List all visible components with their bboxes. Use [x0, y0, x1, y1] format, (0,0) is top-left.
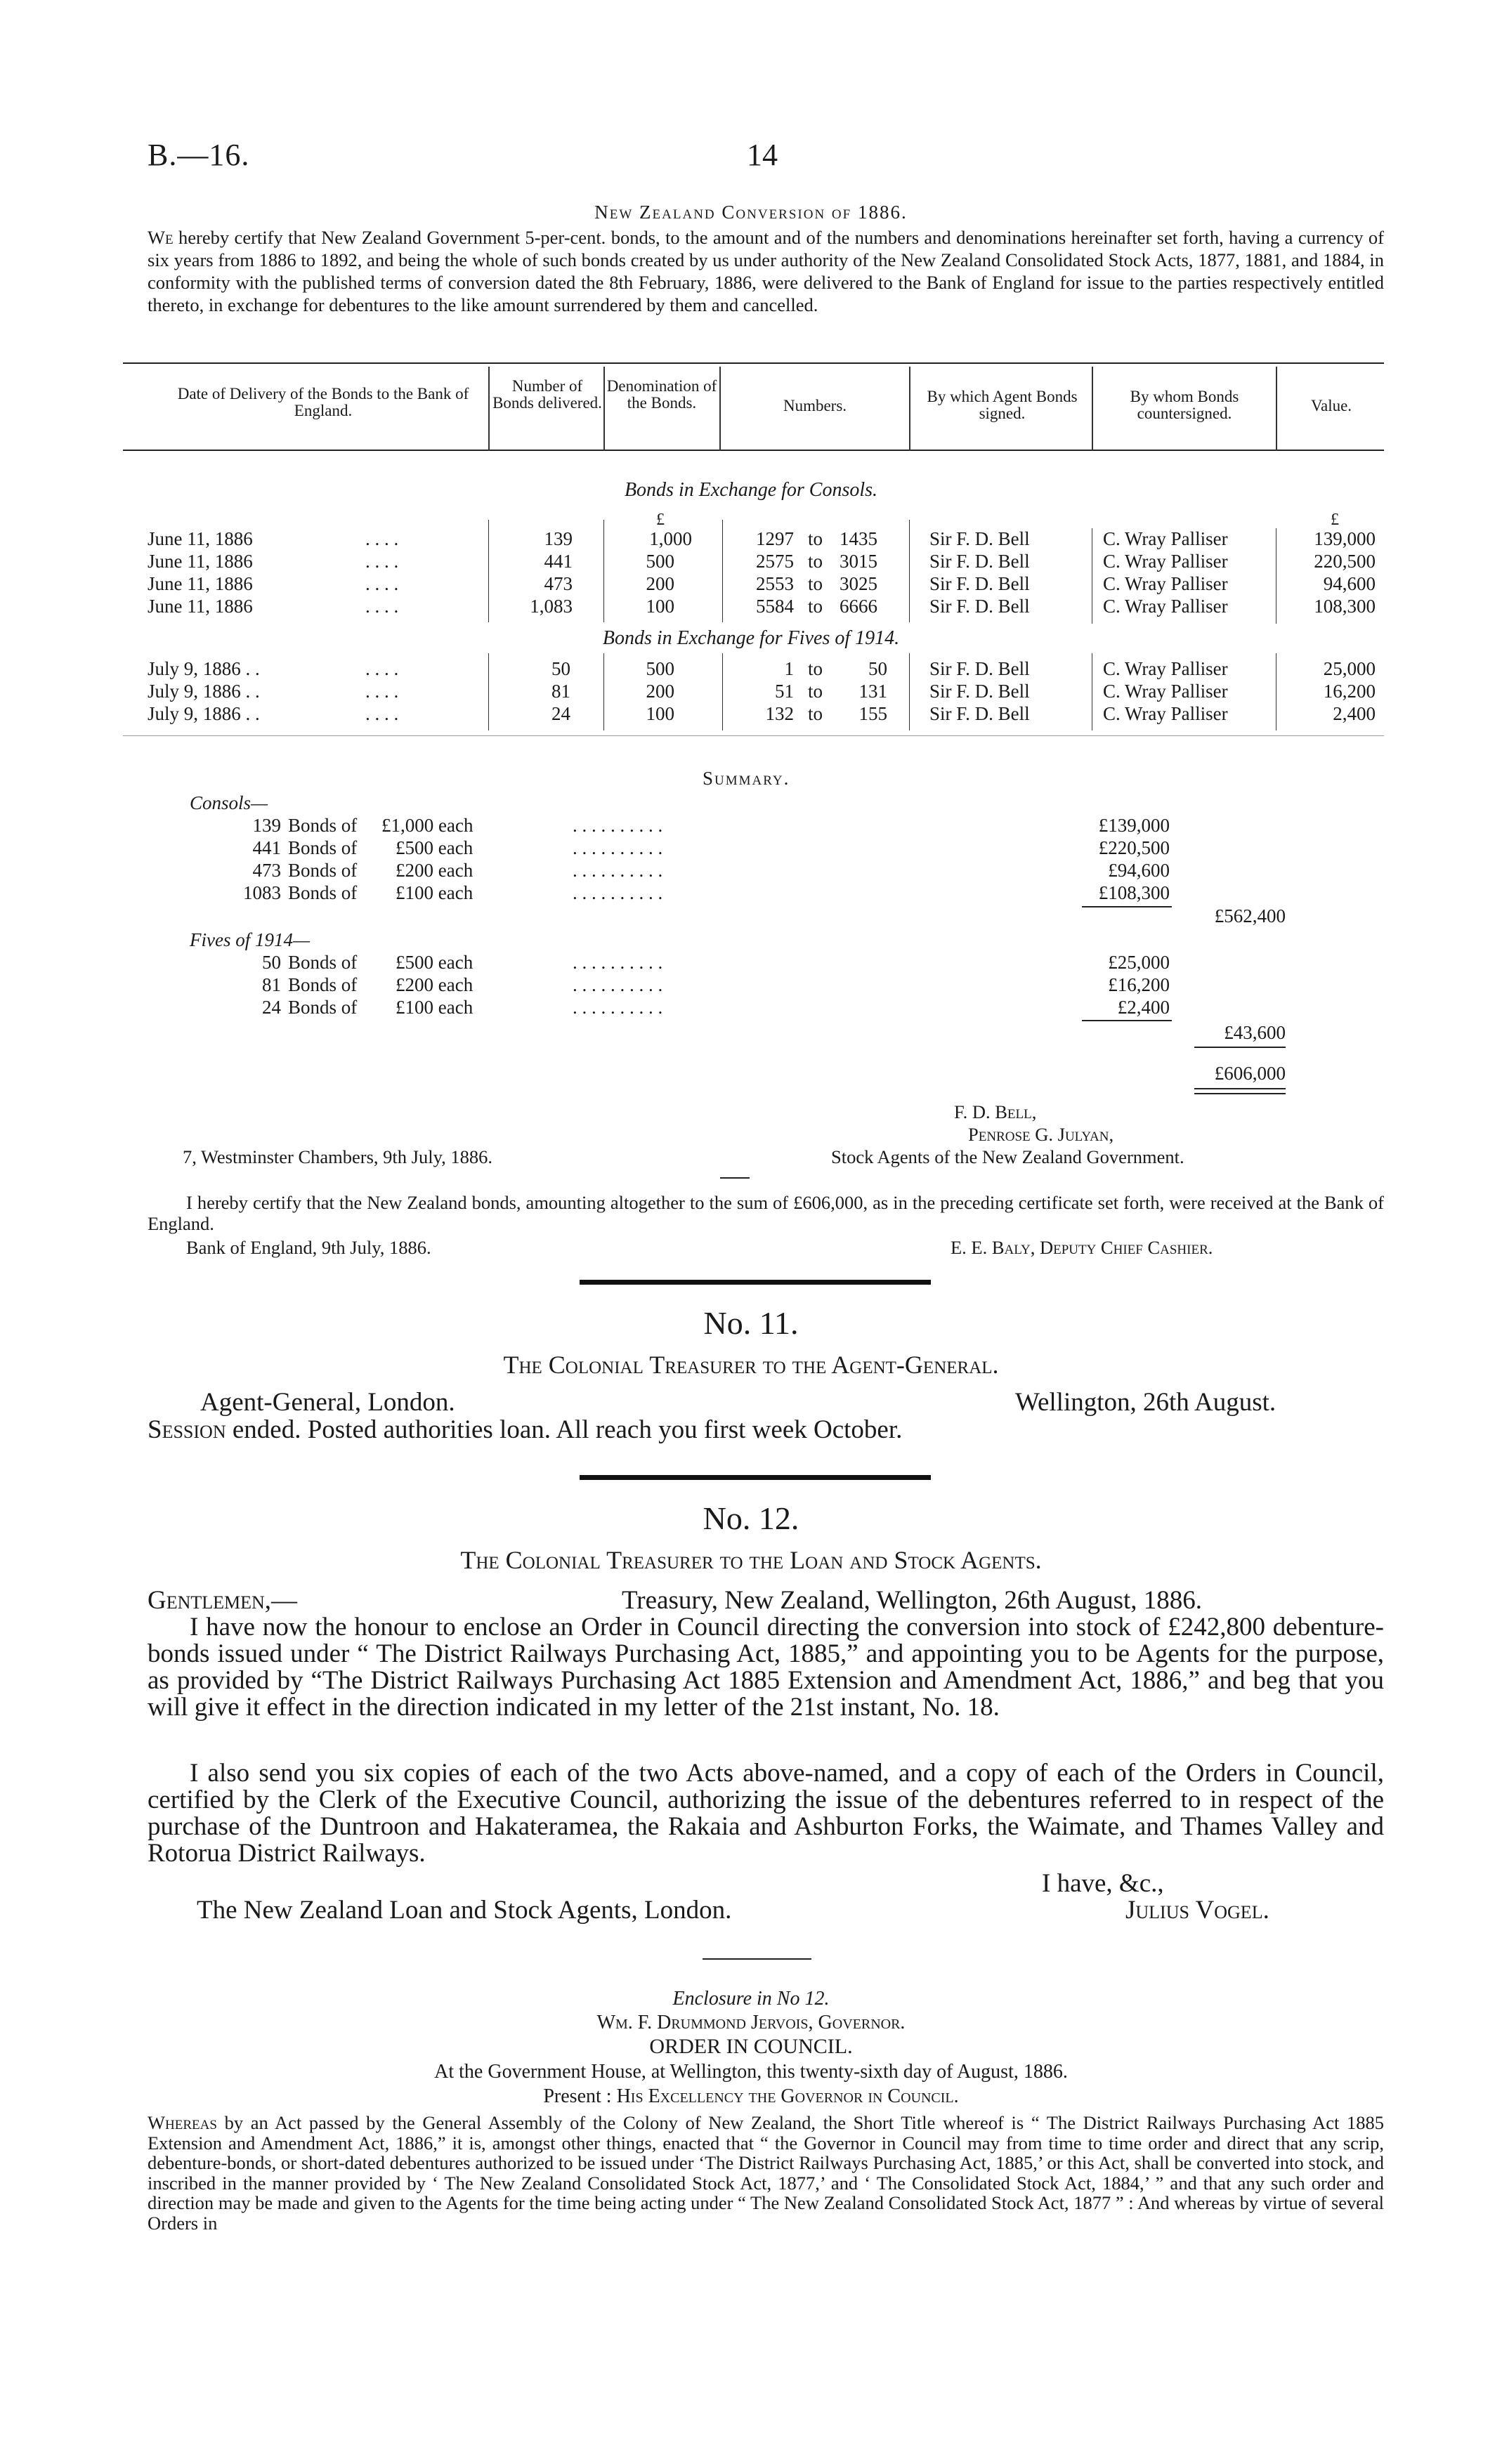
summary-label: Bonds of — [288, 997, 358, 1018]
signature-bell: F. D. Bell, — [954, 1101, 1037, 1122]
summary-each: £500 each — [396, 952, 474, 973]
row-denomination: 1,000 — [649, 528, 692, 549]
row-dots: . . . . — [365, 573, 399, 594]
page-number: 14 — [747, 138, 778, 172]
row-count: 1,083 — [530, 596, 573, 617]
summary-count: 139 — [252, 815, 281, 836]
row-value: 25,000 — [1323, 658, 1376, 679]
row-value: 139,000 — [1314, 528, 1376, 549]
summary-each: £200 each — [396, 860, 474, 881]
col-divider — [722, 520, 723, 622]
row-countersigned: C. Wray Palliser — [1103, 528, 1228, 549]
col-divider — [719, 367, 721, 451]
summary-each: £500 each — [396, 837, 474, 858]
enclosure-body-first: Whereas — [148, 2112, 217, 2133]
row-date: June 11, 1886 — [148, 528, 253, 549]
section-divider — [580, 1280, 931, 1285]
summary-count: 81 — [262, 974, 281, 995]
row-number-to: 50 — [868, 658, 887, 679]
double-rule — [1194, 1088, 1286, 1089]
summary-amount: £94,600 — [1108, 860, 1170, 881]
summary-amount: £16,200 — [1108, 974, 1170, 995]
row-agent: Sir F. D. Bell — [929, 528, 1030, 549]
summary-leader: . . . . . . . . . . — [573, 974, 663, 995]
row-denomination: 500 — [646, 658, 674, 679]
enclosure-present — [0, 2085, 1502, 2108]
row-to: to — [808, 528, 823, 549]
summary-each: £100 each — [396, 997, 474, 1018]
row-date: June 11, 1886 — [148, 573, 253, 594]
certificate-first-word: We — [148, 227, 174, 248]
col-divider — [488, 520, 489, 622]
summary-each: £200 each — [396, 974, 474, 995]
row-dots: . . . . — [365, 703, 399, 724]
row-number-from: 1 — [784, 658, 794, 679]
no12-place-date: Treasury, New Zealand, Wellington, 26th August, 1886. — [622, 1586, 1203, 1615]
row-countersigned: C. Wray Palliser — [1103, 596, 1228, 617]
row-denomination: 500 — [646, 551, 674, 572]
row-count: 50 — [551, 658, 570, 679]
row-countersigned: C. Wray Palliser — [1103, 681, 1228, 702]
summary-label: Bonds of — [288, 882, 358, 903]
summary-leader: . . . . . . . . . . — [573, 997, 663, 1018]
enclosure-governor: Wm. F. Drummond Jervois, Governor. — [596, 2012, 906, 2033]
bank-place-date: Bank of England, 9th July, 1886. — [186, 1237, 431, 1258]
col-divider — [603, 367, 605, 451]
summary-fives-total: £43,600 — [1224, 1022, 1286, 1043]
row-number-to: 155 — [858, 703, 887, 724]
summary-consols-label: Consols— — [190, 792, 268, 813]
row-count: 139 — [544, 528, 573, 549]
no12-salutation: Gentlemen,— — [148, 1586, 298, 1615]
col-divider — [909, 367, 910, 451]
row-value: 16,200 — [1323, 681, 1376, 702]
row-date: July 9, 1886 . . — [148, 703, 260, 724]
row-number-from: 1297 — [756, 528, 794, 549]
col-divider — [1276, 367, 1277, 451]
no11-place-date: Wellington, 26th August. — [1015, 1388, 1276, 1417]
header-date: Date of Delivery of the Bonds to the Bank of England. — [177, 385, 469, 419]
certificate-body-text: hereby certify that New Zealand Government 5-per-cent. bonds, to the amount and of the numbers and denominations hereinafter set forth, having a currency of six years from 1886 to 1892, and being the whole of such bonds created by us under authority of the New Zealand Consolidated Stock Acts, 1877, 1881, and 1884, in conformity with the published terms of conversion dated the 8th February, 1886, were delivered to the Bank of England for issue to the parties respectively entitled thereto, in exchange for debentures to the like amount surrendered by them and cancelled. — [148, 227, 1384, 315]
summary-leader: . . . . . . . . . . — [573, 837, 663, 858]
row-agent: Sir F. D. Bell — [929, 681, 1030, 702]
header-value: Value. — [1310, 397, 1352, 414]
row-value: 108,300 — [1314, 596, 1376, 617]
enclosure-body — [148, 2113, 1384, 2233]
table-header-rule — [123, 450, 1384, 451]
row-count: 81 — [551, 681, 570, 702]
col-divider — [488, 367, 490, 451]
no12-number: No. 12. — [703, 1500, 799, 1536]
summary-each: £100 each — [396, 882, 474, 903]
no12-paragraph-2: I also send you six copies of each of the two Acts above-named, and a copy of each of the Orders in Council, certified by the Clerk of the Executive Council, authorizing the issue of the debentures referred to in respect of the purchase of the Duntroon and Hakateramea, the Rakaia and Ashburton Forks, the Waimate, and Thames Valley and Rotorua District Railways. — [148, 1759, 1384, 1868]
no11-heading: The Colonial Treasurer to the Agent-General. — [503, 1351, 999, 1379]
enclosure-order-title: ORDER IN COUNCIL. — [649, 2035, 853, 2058]
row-agent: Sir F. D. Bell — [929, 596, 1030, 617]
summary-count: 441 — [252, 837, 281, 858]
present-label: Present : — [543, 2085, 612, 2107]
row-to: to — [808, 658, 823, 679]
signature-julyan: Penrose G. Julyan, — [968, 1124, 1114, 1145]
row-number-from: 2553 — [756, 573, 794, 594]
summary-title: Summary. — [703, 768, 790, 789]
enclosure-place: At the Government House, at Wellington, this twenty-sixth day of August, 1886. — [434, 2061, 1068, 2083]
section-consols: Bonds in Exchange for Consols. — [624, 479, 878, 501]
row-agent: Sir F. D. Bell — [929, 551, 1030, 572]
row-agent: Sir F. D. Bell — [929, 703, 1030, 724]
bank-certificate-text: I hereby certify that the New Zealand bonds, amounting altogether to the sum of £606,000, as in the preceding certificate set forth, were received at the Bank of England. — [148, 1192, 1384, 1234]
row-dots: . . . . — [365, 528, 399, 549]
no12-signer: Julius Vogel. — [1125, 1896, 1269, 1925]
section-fives: Bonds in Exchange for Fives of 1914. — [602, 627, 900, 649]
summary-label: Bonds of — [288, 860, 358, 881]
row-agent: Sir F. D. Bell — [929, 573, 1030, 594]
signoff-role: Stock Agents of the New Zealand Government. — [831, 1146, 1184, 1167]
summary-consols-total: £562,400 — [1214, 905, 1286, 926]
col-divider — [909, 653, 910, 730]
row-agent: Sir F. D. Bell — [929, 658, 1030, 679]
row-number-from: 2575 — [756, 551, 794, 572]
row-number-from: 5584 — [756, 596, 794, 617]
row-to: to — [808, 703, 823, 724]
row-number-from: 51 — [775, 681, 794, 702]
row-denomination: 100 — [646, 703, 674, 724]
row-denomination: 200 — [646, 681, 674, 702]
col-divider — [722, 653, 723, 730]
row-dots: . . . . — [365, 551, 399, 572]
header-countersigned: By whom Bonds countersigned. — [1130, 388, 1239, 422]
certificate-body — [148, 226, 1384, 316]
row-value: 2,400 — [1333, 703, 1376, 724]
no12-addressee: The New Zealand Loan and Stock Agents, London. — [197, 1896, 732, 1925]
row-to: to — [808, 573, 823, 594]
summary-leader: . . . . . . . . . . — [573, 952, 663, 973]
summary-leader: . . . . . . . . . . — [573, 860, 663, 881]
row-date: July 9, 1886 . . — [148, 658, 260, 679]
summary-amount: £139,000 — [1098, 815, 1170, 836]
row-countersigned: C. Wray Palliser — [1103, 658, 1228, 679]
row-value: 94,600 — [1323, 573, 1376, 594]
header-denomination: Denomination of the Bonds. — [606, 377, 717, 412]
row-to: to — [808, 551, 823, 572]
summary-label: Bonds of — [288, 952, 358, 973]
row-count: 473 — [544, 573, 573, 594]
row-number-to: 3015 — [840, 551, 877, 572]
no11-message-first: Session — [148, 1415, 226, 1444]
page-identifier: B.—16. — [148, 138, 250, 172]
summary-label: Bonds of — [288, 815, 358, 836]
row-number-to: 3025 — [840, 573, 877, 594]
row-number-to: 6666 — [840, 596, 877, 617]
denomination-pound-sign: £ — [656, 511, 665, 529]
header-numbers: Numbers. — [783, 397, 847, 414]
row-dots: . . . . — [365, 658, 399, 679]
enclosure-body-text: by an Act passed by the General Assembly of the Colony of New Zealand, the Short Title whereof is “ The District Railways Purchasing Act 1885 Extension and Amendment Act, 1886,” it is, amongst other things, enacted that “ the Governor in Council may from time to time order and direct that any scrip, debenture-bonds, or short-dated debentures authorized to be issued under ‘The District Railways Purchasing Act, 1885,’ or this Act, shall be converted into stock, and inscribed in the manner provided by ‘ The New Zealand Consolidated Stock Act, 1877,’ and ‘ The Consolidated Stock Act, 1884,’ ” and that any such order and direction may be made and given to the Agents for the time being acting under “ The New Zealand Consolidated Stock Act, 1877 ” : And whereas by virtue of several Orders in — [148, 2112, 1384, 2234]
row-denomination: 200 — [646, 573, 674, 594]
summary-fives-label: Fives of 1914— — [190, 929, 310, 950]
header-agent: By which Agent Bonds signed. — [927, 388, 1078, 422]
col-divider — [488, 653, 489, 730]
row-dots: . . . . — [365, 681, 399, 702]
row-date: June 11, 1886 — [148, 551, 253, 572]
row-dots: . . . . — [365, 596, 399, 617]
subtotal-rule — [1082, 906, 1172, 907]
summary-count: 24 — [262, 997, 281, 1018]
header-number: Number of Bonds delivered. — [492, 377, 602, 412]
row-count: 24 — [551, 703, 570, 724]
row-number-to: 131 — [858, 681, 887, 702]
no11-addressee: Agent-General, London. — [200, 1388, 455, 1417]
certificate-title: New Zealand Conversion of 1886. — [594, 202, 908, 223]
no12-closing: I have, &c., — [1042, 1869, 1164, 1898]
summary-count: 473 — [252, 860, 281, 881]
row-value: 220,500 — [1314, 551, 1376, 572]
row-countersigned: C. Wray Palliser — [1103, 551, 1228, 572]
row-to: to — [808, 596, 823, 617]
summary-leader: . . . . . . . . . . — [573, 815, 663, 836]
value-pound-sign: £ — [1331, 511, 1339, 529]
subtotal-rule — [1082, 1020, 1172, 1021]
short-rule — [703, 1958, 811, 1960]
bank-signer: E. E. Baly, Deputy Chief Cashier. — [951, 1237, 1213, 1258]
table-top-rule — [123, 362, 1384, 364]
summary-count: 50 — [262, 952, 281, 973]
summary-amount: £108,300 — [1098, 882, 1170, 903]
short-rule — [720, 1177, 750, 1179]
row-number-from: 132 — [765, 703, 794, 724]
row-number-to: 1435 — [840, 528, 877, 549]
summary-amount: £25,000 — [1108, 952, 1170, 973]
row-denomination: 100 — [646, 596, 674, 617]
summary-label: Bonds of — [288, 974, 358, 995]
row-date: July 9, 1886 . . — [148, 681, 260, 702]
section-divider — [580, 1475, 931, 1480]
row-countersigned: C. Wray Palliser — [1103, 573, 1228, 594]
table-bottom-rule — [123, 735, 1384, 736]
signoff-place-date: 7, Westminster Chambers, 9th July, 1886. — [183, 1146, 492, 1167]
enclosure-title: Enclosure in No 12. — [672, 1988, 830, 2010]
summary-label: Bonds of — [288, 837, 358, 858]
no12-paragraph-1: I have now the honour to enclose an Order in Council directing the conversion into stock of £242,800 debenture-bonds issued under “ The District Railways Purchasing Act, 1885,” and appointing you to be Agents for the purpose, as provided by “The District Railways Purchasing Act 1885 Extension and Amendment Act, 1886,” and beg that you will give it effect in the direction indicated in my letter of the 21st instant, No. 18. — [148, 1613, 1384, 1722]
no11-message-text: ended. Posted authorities loan. All reach you first week October. — [226, 1415, 903, 1444]
summary-each: £1,000 each — [381, 815, 474, 836]
present-text: His Excellency the Governor in Council. — [616, 2085, 959, 2107]
summary-amount: £2,400 — [1117, 997, 1170, 1018]
summary-amount: £220,500 — [1098, 837, 1170, 858]
row-date: June 11, 1886 — [148, 596, 253, 617]
row-to: to — [808, 681, 823, 702]
row-countersigned: C. Wray Palliser — [1103, 703, 1228, 724]
no11-message — [148, 1415, 902, 1446]
summary-leader: . . . . . . . . . . — [573, 882, 663, 903]
double-rule — [1194, 1093, 1286, 1094]
col-divider — [1092, 367, 1093, 451]
summary-grand-total: £606,000 — [1214, 1063, 1286, 1084]
summary-count: 1083 — [243, 882, 281, 903]
total-rule — [1194, 1047, 1286, 1048]
no12-heading: The Colonial Treasurer to the Loan and Stock Agents. — [460, 1546, 1042, 1574]
col-divider — [909, 520, 910, 622]
row-count: 441 — [544, 551, 573, 572]
no11-number: No. 11. — [703, 1305, 799, 1341]
